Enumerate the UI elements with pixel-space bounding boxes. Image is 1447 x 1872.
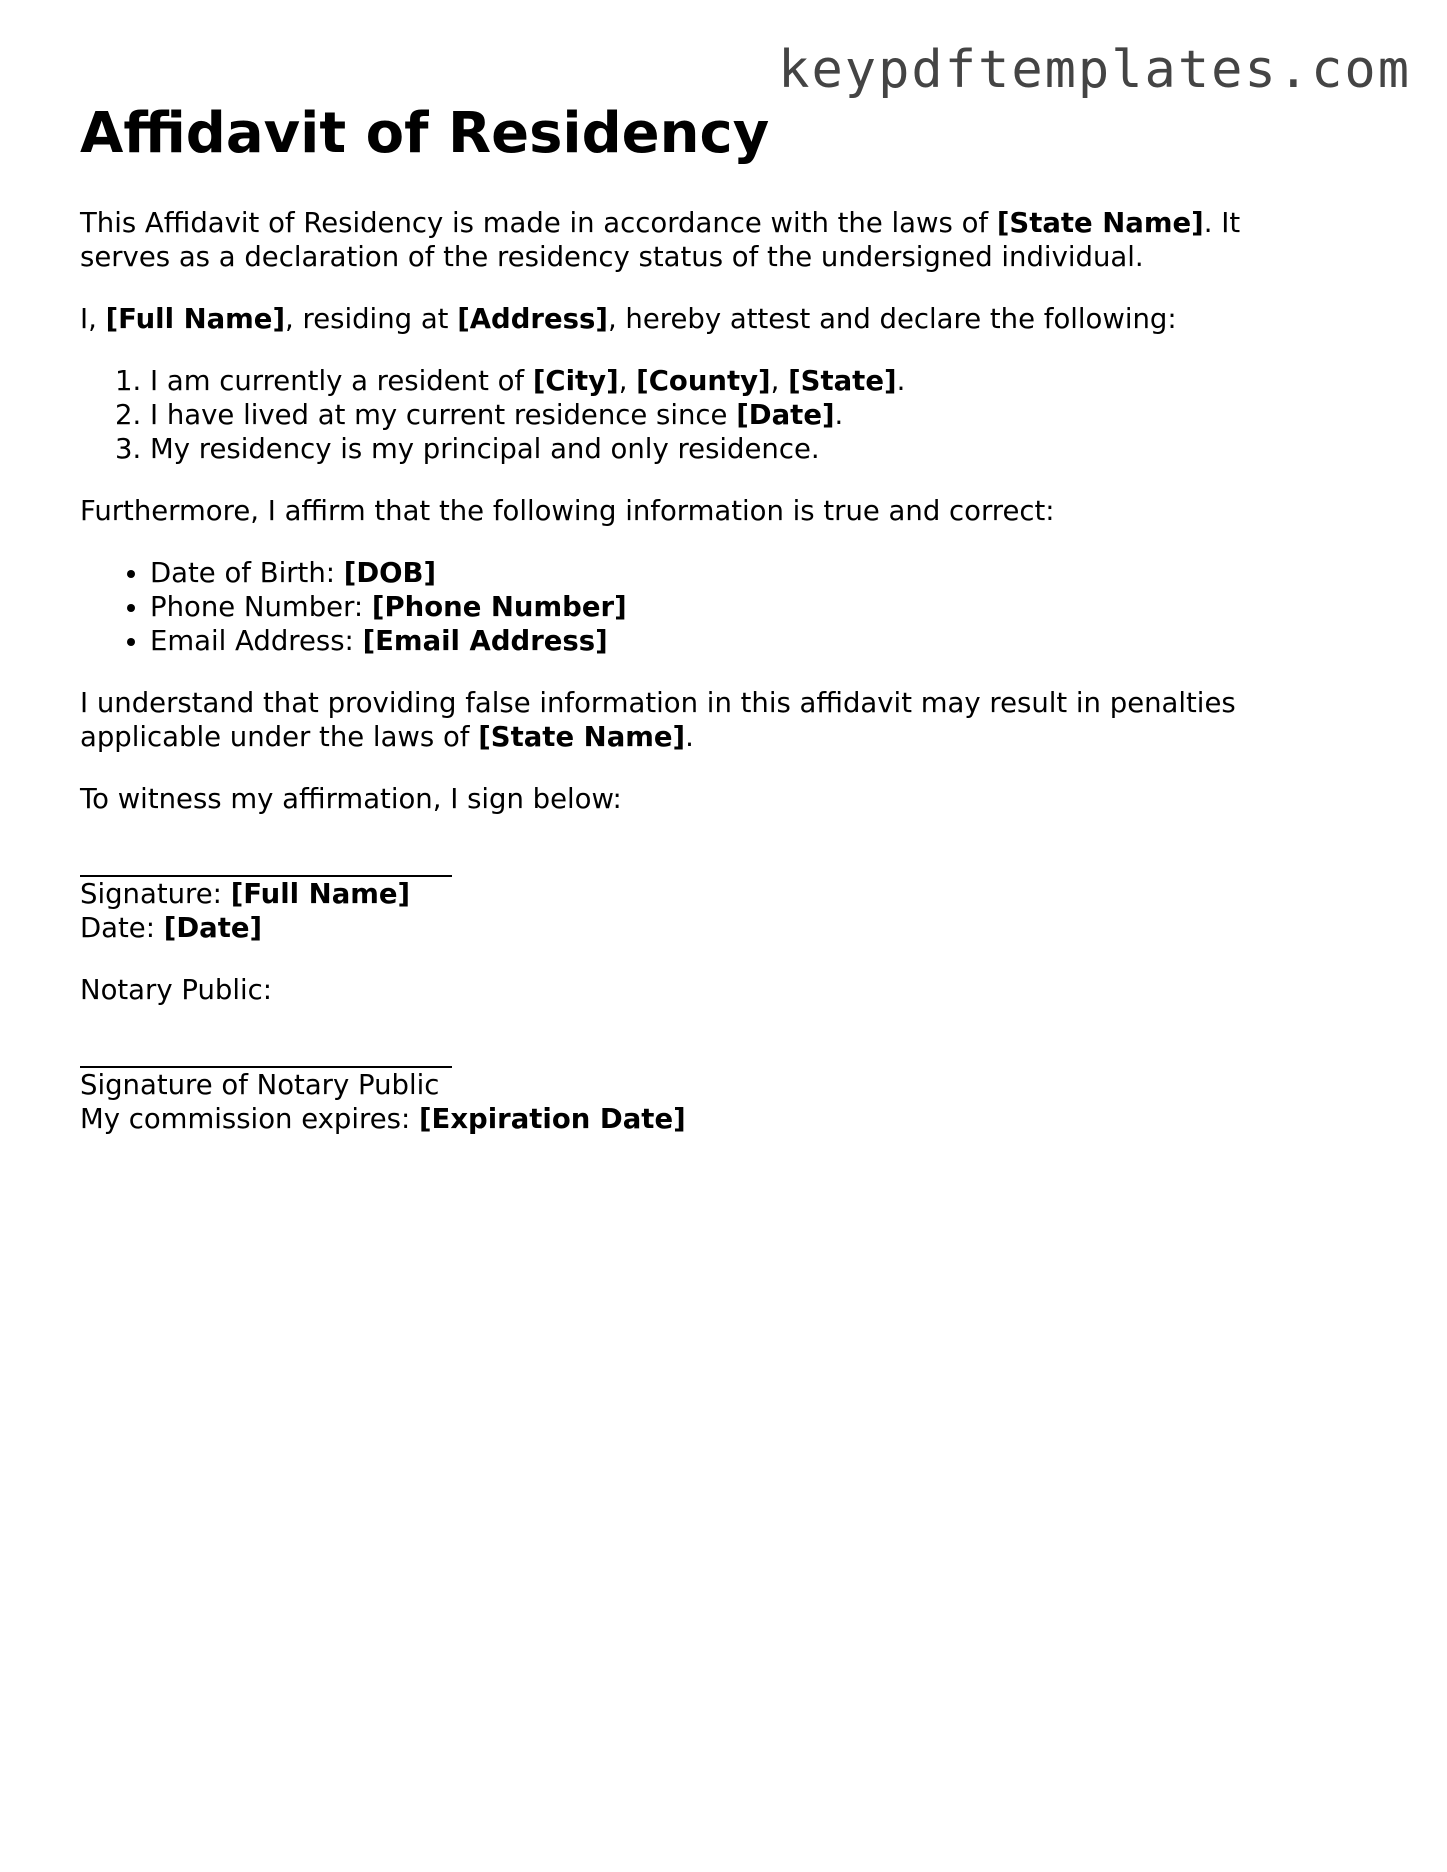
separator: , <box>770 365 789 397</box>
state-name-placeholder: [State Name] <box>478 721 686 753</box>
list-item <box>150 624 1320 658</box>
signature-name-row <box>80 877 1320 911</box>
notary-signature-block <box>80 1065 1320 1136</box>
signature-block <box>80 874 1320 945</box>
info-list <box>80 556 1320 658</box>
email-placeholder: [Email Address] <box>362 625 608 657</box>
item-end: . <box>896 365 906 397</box>
phone-label: Phone Number: <box>150 591 372 623</box>
date-placeholder: [Date] <box>736 399 835 431</box>
penalty-paragraph <box>80 686 1320 754</box>
notary-heading: Notary Public: <box>80 974 273 1006</box>
commission-label: My commission expires: <box>80 1103 419 1135</box>
declaration-prefix: I, <box>80 303 106 335</box>
furthermore-paragraph: Furthermore, I affirm that the following information is true and correct: <box>80 495 1055 527</box>
list-item <box>150 364 1320 398</box>
intro-text: This Affidavit of Residency is made in accordance with the laws of <box>80 207 997 239</box>
state-placeholder: [State] <box>788 365 897 397</box>
item-end: . <box>834 399 844 431</box>
county-placeholder: [County] <box>636 365 771 397</box>
phone-placeholder: [Phone Number] <box>371 591 627 623</box>
signature-date-row <box>80 911 1320 945</box>
item-text: I have lived at my current residence since <box>150 399 737 431</box>
dob-label: Date of Birth: <box>150 557 344 589</box>
email-label: Email Address: <box>150 625 363 657</box>
witness-paragraph: To witness my affirmation, I sign below: <box>80 783 622 815</box>
dob-placeholder: [DOB] <box>343 557 437 589</box>
item-text: My residency is my principal and only residence. <box>150 433 820 465</box>
separator: , <box>618 365 637 397</box>
declaration-list <box>80 364 1320 466</box>
document-page <box>80 100 1320 1164</box>
intro-paragraph <box>80 206 1320 274</box>
signature-label: Signature: <box>80 878 231 910</box>
penalty-text: I understand that providing false information in this affidavit may result in penalties applicable under the laws of <box>80 687 1236 753</box>
declaration-suffix: , hereby attest and declare the following: <box>607 303 1177 335</box>
full-name-placeholder: [Full Name] <box>230 878 411 910</box>
notary-signature-label: Signature of Notary Public <box>80 1069 440 1101</box>
expiration-date-placeholder: [Expiration Date] <box>418 1103 686 1135</box>
list-item <box>150 398 1320 432</box>
list-item <box>150 432 1320 466</box>
declaration-middle: , residing at <box>285 303 458 335</box>
item-text: I am currently a resident of <box>150 365 533 397</box>
watermark-text: keypdftemplates.com <box>778 40 1411 100</box>
list-item <box>150 556 1320 590</box>
declaration-paragraph <box>80 302 1320 336</box>
page-title: Affidavit of Residency <box>80 101 770 166</box>
intro-text-end: . It serves as a declaration of the residency status of the undersigned individual. <box>80 207 1241 273</box>
state-name-placeholder: [State Name] <box>996 207 1204 239</box>
list-item <box>150 590 1320 624</box>
penalty-end: . <box>685 721 694 753</box>
date-label: Date: <box>80 912 164 944</box>
address-placeholder: [Address] <box>457 303 608 335</box>
city-placeholder: [City] <box>532 365 619 397</box>
date-placeholder: [Date] <box>163 912 263 944</box>
full-name-placeholder: [Full Name] <box>105 303 286 335</box>
commission-row <box>80 1102 1320 1136</box>
